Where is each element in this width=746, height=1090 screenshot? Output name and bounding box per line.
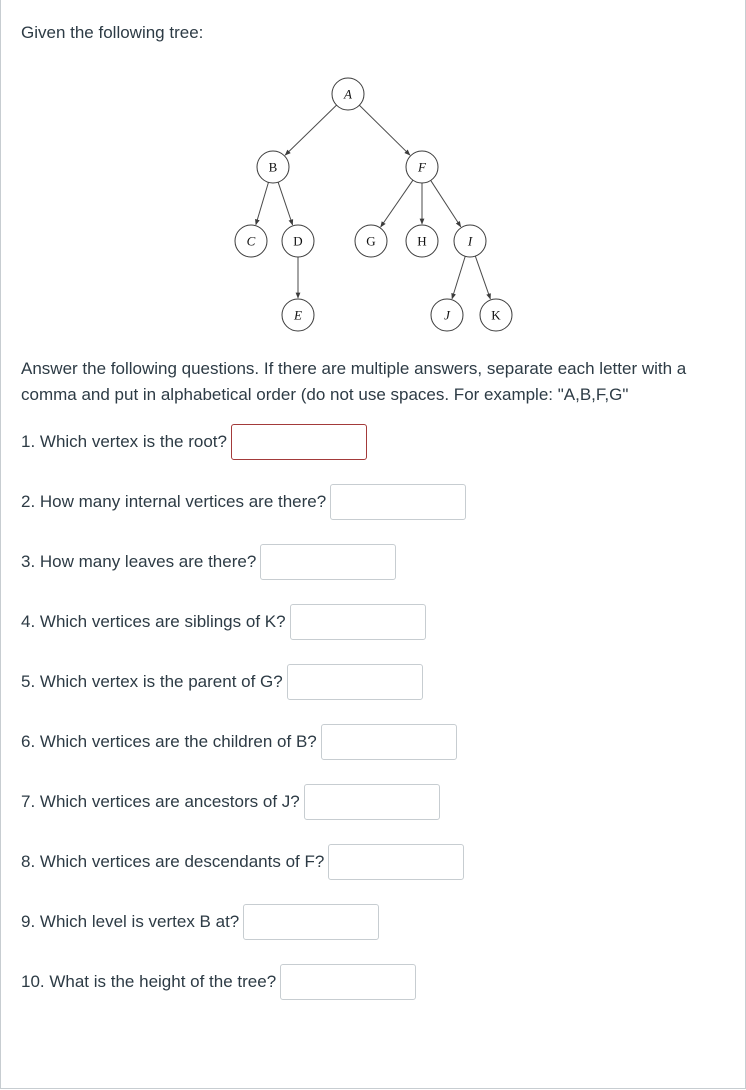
node-a [332, 78, 364, 110]
answer-10-input[interactable] [280, 964, 416, 1000]
node-j [431, 299, 463, 331]
answer-2-input[interactable] [330, 484, 466, 520]
instructions-text: Answer the following questions. If there are multiple answers, separate each letter with a comma and put in alphabetical order (do not use spaces. For example: "A,B,F,G" [21, 359, 687, 404]
node-label-k: K [491, 307, 501, 323]
question-9-text: 9. Which level is vertex B at? [21, 912, 240, 931]
question-10-text: 10. What is the height of the tree? [21, 972, 277, 991]
node-label-d: D [293, 233, 303, 249]
question-10 [21, 964, 416, 1000]
answer-4-input[interactable] [290, 604, 426, 640]
node-label-i: I [467, 233, 473, 249]
answer-7-input[interactable] [304, 784, 440, 820]
question-7 [21, 784, 440, 820]
question-3 [21, 544, 396, 580]
edge-f-i [431, 180, 461, 226]
edge-a-b [285, 105, 336, 155]
edge-b-c [256, 182, 269, 224]
tree-diagram [0, 0, 746, 345]
intro-text: Given the following tree: [21, 23, 204, 42]
node-e [282, 299, 314, 331]
node-label-g: G [366, 233, 376, 249]
question-8 [21, 844, 464, 880]
question-1 [21, 424, 367, 460]
node-h [406, 225, 438, 257]
node-i [454, 225, 486, 257]
node-b [257, 151, 289, 183]
question-3-text: 3. How many leaves are there? [21, 552, 257, 571]
answer-5-input[interactable] [287, 664, 423, 700]
question-4-text: 4. Which vertices are siblings of K? [21, 612, 286, 631]
node-c [235, 225, 267, 257]
edge-i-k [475, 256, 490, 299]
node-label-h: H [417, 233, 427, 249]
node-label-c: C [246, 233, 256, 249]
node-d [282, 225, 314, 257]
question-5-text: 5. Which vertex is the parent of G? [21, 672, 283, 691]
question-2 [21, 484, 466, 520]
answer-8-input[interactable] [328, 844, 464, 880]
answer-6-input[interactable] [321, 724, 457, 760]
node-label-b: B [268, 159, 278, 175]
node-label-f: F [418, 159, 426, 175]
answer-3-input[interactable] [260, 544, 396, 580]
node-g [355, 225, 387, 257]
node-label-j: J [444, 307, 450, 323]
edge-f-g [381, 180, 413, 227]
node-k [480, 299, 512, 331]
node-f [406, 151, 438, 183]
question-7-text: 7. Which vertices are ancestors of J? [21, 792, 300, 811]
question-5 [21, 664, 423, 700]
question-4 [21, 604, 426, 640]
edge-b-d [278, 182, 292, 225]
edge-a-f [359, 105, 410, 155]
question-2-text: 2. How many internal vertices are there? [21, 492, 327, 511]
question-6-text: 6. Which vertices are the children of B? [21, 732, 317, 751]
answer-9-input[interactable] [243, 904, 379, 940]
question-6 [21, 724, 457, 760]
question-9 [21, 904, 379, 940]
answer-1-input[interactable] [231, 424, 367, 460]
node-label-e: E [294, 307, 302, 323]
question-8-text: 8. Which vertices are descendants of F? [21, 852, 325, 871]
question-1-text: 1. Which vertex is the root? [21, 432, 227, 451]
edge-i-j [452, 256, 465, 298]
node-label-a: A [344, 86, 352, 102]
